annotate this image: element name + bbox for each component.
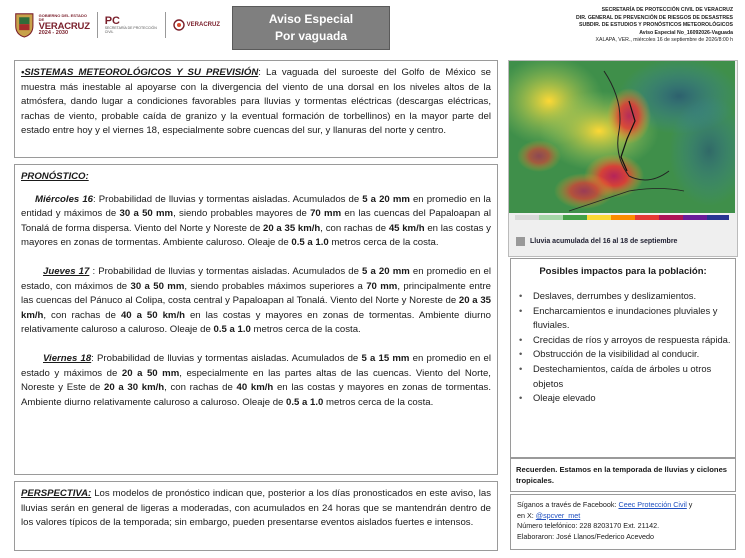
forecast-value: 20 a 35 km/h bbox=[21, 295, 492, 321]
forecast-text: , con rachas de bbox=[320, 222, 389, 234]
forecast-value: 5 a 20 mm bbox=[362, 193, 410, 205]
forecast-text: : Probabilidad de lluvias y tormentas aisladas. Acumulados de bbox=[91, 352, 362, 364]
perspective-heading: PERSPECTIVA: bbox=[21, 488, 92, 499]
forecast-text: en promedio en el estado, con máximos de bbox=[21, 265, 491, 292]
forecast-value: 30 a 50 mm bbox=[119, 208, 174, 220]
forecast-value: 20 a 35 km/h bbox=[263, 222, 321, 234]
veracruz-logo bbox=[173, 19, 220, 31]
forecast-text: en las costas y mayores en zonas de tormentas. Ambiente caluroso. Oleaje de bbox=[21, 222, 491, 249]
inst-line2: DIR. GENERAL DE PREVENCIÓN DE RIESGOS DE DESASTRES bbox=[576, 14, 733, 21]
authors-line: Elaboraron: José Llanos/Federico Acevedo bbox=[517, 531, 655, 541]
forecast-value: 40 a 50 km/h bbox=[120, 309, 185, 321]
institution-header bbox=[403, 7, 733, 45]
forecast-value: 5 a 15 mm bbox=[361, 352, 410, 364]
forecast-value: 20 a 50 mm bbox=[121, 367, 180, 379]
forecast-value: 70 mm bbox=[310, 208, 342, 220]
forecast-text: en las costas y mayores en zonas de tormentas. Ambiente diurno relativamente caluroso a caluroso. Oleaje de bbox=[21, 382, 491, 408]
gov-small-text: GOBIERNO DEL ESTADO DE bbox=[38, 12, 87, 22]
forecast-text: , con rachas de bbox=[164, 382, 237, 394]
facebook-suffix: y bbox=[686, 500, 693, 509]
perspective-paragraph bbox=[21, 487, 491, 531]
notice-title-line2: Por vaguada bbox=[274, 29, 348, 43]
pc-logo-text: PC bbox=[104, 15, 120, 27]
gov-years: 2024 - 2030 bbox=[38, 30, 68, 36]
day-label-wed: Miércoles 16 bbox=[35, 193, 94, 205]
forecast-value: 45 km/h bbox=[388, 222, 425, 234]
contact-box bbox=[510, 494, 736, 550]
day-label-thu: Jueves 17 bbox=[43, 265, 90, 277]
systems-heading: •SISTEMAS METEOROLÓGICOS Y SU PREVISIÓN bbox=[21, 67, 259, 78]
forecast-text: , principalmente entre las cuencas del Pánuco al Colipa, costa central y Papaloapan al Tonalá. Viento del Norte y Noreste de bbox=[21, 280, 491, 307]
systems-paragraph bbox=[21, 66, 491, 139]
forecast-heading-row bbox=[21, 170, 491, 185]
x-link[interactable]: @spcver_met bbox=[535, 510, 581, 520]
forecast-text: , especialmente en las partes altas de las cuencas. Viento del Norte, Noreste y Este de bbox=[21, 367, 491, 394]
map-caption bbox=[516, 234, 726, 248]
notice-title-line1: Aviso Especial bbox=[268, 12, 354, 26]
x-label: en X: bbox=[517, 510, 536, 520]
inst-line4: Aviso Especial No_16092026-Vaguada bbox=[639, 29, 733, 36]
forecast-text: : Probabilidad de lluvias y tormentas aisladas. Acumulados de bbox=[93, 193, 363, 205]
impact-item: • Oleaje elevado bbox=[519, 391, 735, 406]
veracruz-shield-icon bbox=[14, 10, 35, 40]
veracruz-logo-text: VERACRUZ bbox=[186, 22, 220, 28]
forecast-text: en promedio en la entidad y máximos de bbox=[21, 193, 491, 220]
phone-line: Número telefónico: 228 8203170 Ext. 21142. bbox=[517, 521, 660, 531]
impact-item: • Deslaves, derrumbes y deslizamientos. bbox=[519, 289, 735, 304]
forecast-value: 0.5 a 1.0 bbox=[213, 324, 251, 336]
systems-box bbox=[14, 60, 498, 158]
impacts-title: Posibles impactos para la población: bbox=[539, 266, 707, 277]
forecast-text: metros cerca de la costa. bbox=[250, 324, 361, 336]
forecast-value: 5 a 20 mm bbox=[362, 265, 410, 277]
impact-item: • Obstrucción de la visibilidad al conducir. bbox=[519, 347, 735, 362]
forecast-text: en las cuencas del Papaloapan al Tonalá de forma dispersa. Viento del Norte y Noreste de bbox=[21, 208, 491, 234]
forecast-text: en las costas y mayores en zonas de tormentas. Ambiente diurno relativamente caluroso a caluroso. Oleaje de bbox=[21, 309, 491, 336]
forecast-day-thu bbox=[21, 265, 491, 338]
pc-logo bbox=[105, 16, 158, 34]
impact-item: • Destechamientos, caída de árboles u otros objetos bbox=[519, 362, 735, 391]
facebook-link[interactable]: Ceec Protección Civil bbox=[618, 500, 687, 509]
forecast-text: , siendo probables máximos superiores a bbox=[184, 280, 367, 292]
impacts-box bbox=[510, 258, 736, 458]
rain-map-image bbox=[509, 61, 735, 233]
facebook-line bbox=[517, 500, 729, 511]
logo-strip bbox=[14, 8, 220, 42]
forecast-text: metros cerca de la costa. bbox=[328, 237, 439, 249]
caption-swatch bbox=[516, 237, 525, 246]
map-caption-text: Lluvia acumulada del 16 al 18 de septiembre bbox=[530, 237, 678, 245]
forecast-value: 20 a 30 km/h bbox=[104, 382, 165, 394]
perspective-text: Los modelos de pronóstico indican que, posterior a los días pronosticados en este aviso, las lluvias serán en general de ligeras a moderadas, con acumulados en 24 horas que se mantendrán dentro de los valores típicos de la temporada; sin embargo, pueden presentarse eventos aislados fuertes e intensos. bbox=[21, 488, 491, 529]
sun-emblem-icon bbox=[173, 19, 185, 31]
systems-text: : La vaguada del suroeste del Golfo de México se muestra más inestable al apoyarse con la divergencia del viento de una dorsal en los niveles altos de la atmósfera, dando lugar a condiciones favorables para lluvias y tormentas eléctricas (descargas eléctricas, rachas de viento, probable caída de granizo y la eventual formación de torbellinos) en la mayor parte del estado entre hoy y el viernes 18, especialmente sobre cuencas del sur, y llanuras del norte y centro. bbox=[21, 67, 491, 137]
season-reminder: Recuerden. Estamos en la temporada de lluvias y ciclones tropicales. bbox=[510, 458, 736, 492]
forecast-value: 40 km/h bbox=[236, 382, 274, 394]
logo-divider bbox=[97, 12, 98, 38]
inst-line1: SECRETARÍA DE PROTECCIÓN CIVIL DE VERACRUZ bbox=[601, 7, 733, 13]
logo-divider bbox=[165, 12, 166, 38]
inst-line5: XALAPA, VER., miércoles 16 de septiembre de 2026/8:00 h bbox=[595, 37, 733, 44]
perspective-box bbox=[14, 481, 498, 551]
forecast-box bbox=[14, 164, 498, 475]
forecast-value: 30 a 50 mm bbox=[130, 280, 185, 292]
day-label-fri: Viernes 18 bbox=[43, 352, 92, 364]
forecast-day-fri bbox=[21, 352, 491, 410]
facebook-label: Síganos a través de Facebook: bbox=[517, 500, 619, 509]
impacts-list bbox=[511, 289, 735, 406]
rain-color-scale bbox=[515, 215, 729, 220]
forecast-text: metros cerca de la costa. bbox=[323, 396, 434, 408]
forecast-text: , siendo probables mayores de bbox=[173, 208, 311, 220]
rain-map bbox=[508, 60, 738, 257]
forecast-text: : Probabilidad de lluvias y tormentas aisladas. Acumulados de bbox=[89, 265, 363, 277]
forecast-value: 0.5 a 1.0 bbox=[286, 396, 324, 408]
forecast-heading: PRONÓSTICO: bbox=[21, 171, 89, 182]
inst-line3: SUBDIR. DE ESTUDIOS Y PRONÓSTICOS METEOROLÓGICOS bbox=[578, 22, 733, 29]
forecast-day-wed bbox=[21, 193, 491, 251]
impact-item: • Crecidas de ríos y arroyos de respuesta rápida. bbox=[519, 333, 735, 348]
gov-name: VERACRUZ bbox=[38, 20, 90, 32]
forecast-text: , con rachas de bbox=[43, 309, 121, 321]
impact-item: • Encharcamientos e inundaciones pluviales y fluviales. bbox=[519, 304, 735, 333]
forecast-value: 0.5 a 1.0 bbox=[291, 237, 329, 249]
forecast-value: 70 mm bbox=[366, 280, 398, 292]
pc-small-text: SECRETARÍA DE PROTECCIÓN CIVIL bbox=[104, 26, 157, 34]
government-logo bbox=[39, 14, 90, 37]
notice-title bbox=[232, 6, 390, 50]
x-line bbox=[517, 511, 729, 522]
forecast-text: en promedio en el estado y máximos de bbox=[21, 352, 491, 379]
